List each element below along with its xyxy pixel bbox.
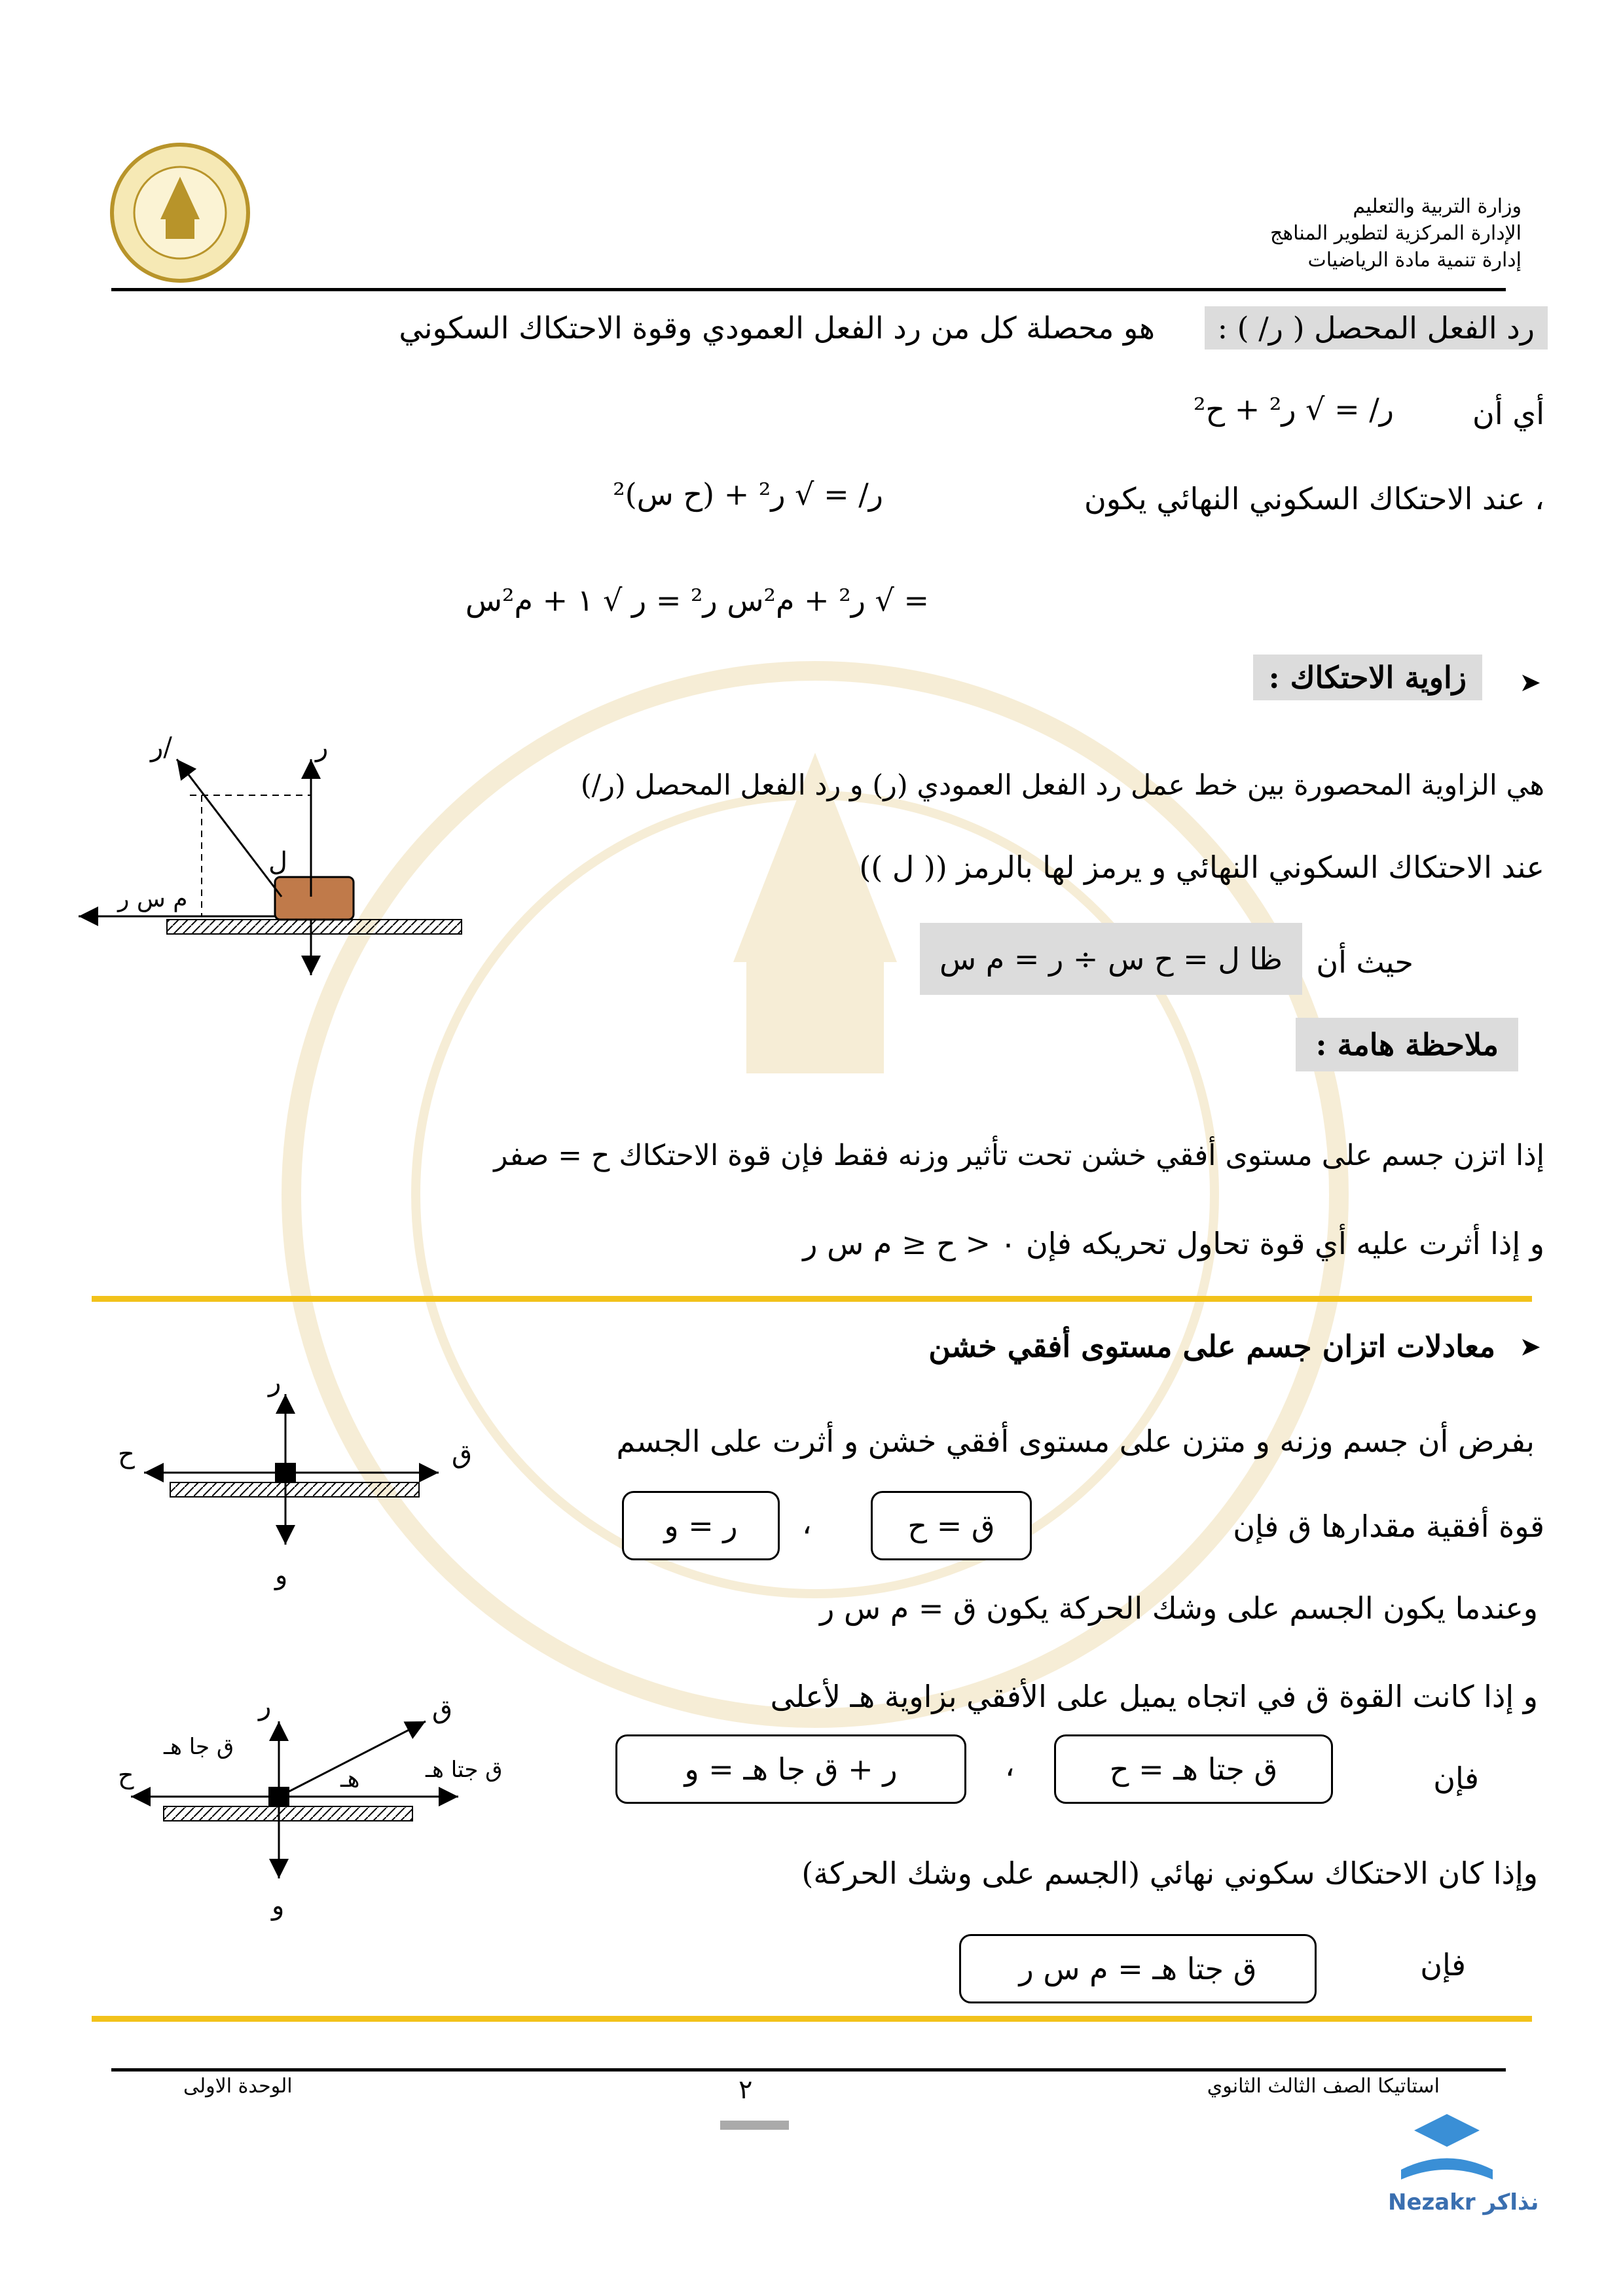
equilibrium-line1: بفرض أن جسم وزنه و متزن على مستوى أفقي خشن و أثرت على الجسم — [616, 1424, 1535, 1459]
equilibrium-line2-lead: قوة أفقية مقدارها ق فإن — [1233, 1509, 1544, 1544]
d1-label-l: ل — [268, 847, 288, 877]
resultant-term: رد الفعل المحصل ( ر/ ) : — [1205, 306, 1548, 350]
d3-label-h: ح — [118, 1761, 134, 1789]
d2-label-r: ر — [268, 1368, 282, 1397]
eq1-lead: أي أن — [1472, 396, 1544, 431]
d3-label-qcos: ق جتا هـ — [426, 1757, 503, 1783]
gold-rule-top — [92, 1296, 1532, 1302]
d3-label-qsin: ق جا هـ — [164, 1734, 234, 1760]
gold-rule-bottom — [92, 2016, 1532, 2022]
footer-rule — [111, 2068, 1506, 2072]
d3-label-q: ق — [432, 1695, 453, 1725]
d1-label-rprime: ر/ — [151, 733, 172, 762]
d1-label-r: ر — [316, 733, 329, 762]
inclined-force-diagram — [111, 1689, 530, 1931]
ministry-logo — [108, 141, 252, 285]
nezakr-brand: Nezakr نذاكر — [1388, 2189, 1539, 2215]
header-ministry: وزارة التربية والتعليم — [1353, 195, 1522, 218]
eq1: ر/ = √ ر² + ح² — [1193, 391, 1394, 427]
box-qcos-equals-h: ق جتا هـ = ح — [1054, 1734, 1333, 1804]
header-department: إدارة تنمية مادة الرياضيات — [1307, 249, 1522, 272]
note-line2: و إذا أثرت عليه أي قوة تحاول تحريكه فإن ٠ < ح ≤ م س ر — [803, 1226, 1544, 1261]
d1-label-f: م س ر — [118, 886, 188, 912]
resultant-definition: هو محصلة كل من رد الفعل العمودي وقوة الاحتكاك السكوني — [399, 310, 1155, 346]
page-number: ٢ — [739, 2075, 753, 2105]
footer-unit: الوحدة الاولى — [183, 2075, 293, 2098]
then-1: فإن — [1433, 1761, 1479, 1796]
angle-line1: هي الزاوية المحصورة بين خط عمل رد الفعل العمودي (ر) و رد الفعل المحصل (ر/) — [580, 769, 1544, 802]
eq3: = √ ر² + م²س ر² = ر √ ١ + م²س — [465, 583, 929, 618]
angle-formula-lead: حيث أن — [1316, 944, 1413, 980]
equilibrium-heading: معادلات اتزان جسم على مستوى أفقي خشن — [928, 1329, 1495, 1364]
heading-arrow-icon: ➤ — [1519, 668, 1541, 698]
note-line1: إذا اتزن جسم على مستوى أفقي خشن تحت تأثير وزنه فقط فإن قوة الاحتكاك ح = صفر — [494, 1139, 1544, 1172]
angle-line2: عند الاحتكاك السكوني النهائي و يرمز لها بالرمز (( ل )) — [859, 850, 1544, 885]
equilibrium-line5: وإذا كان الاحتكاك سكوني نهائي (الجسم على وشك الحركة) — [801, 1856, 1538, 1891]
box-r-plus-qsin-equals-w: ر + ق جا هـ = و — [615, 1734, 966, 1804]
header-rule — [111, 288, 1506, 291]
box-r-equals-w: ر = و — [622, 1491, 780, 1560]
d2-label-q: ق — [452, 1439, 473, 1469]
friction-angle-diagram — [72, 733, 478, 995]
d3-label-r: ر — [259, 1691, 272, 1721]
page-number-bar — [720, 2121, 789, 2130]
box-separator: ، — [802, 1505, 812, 1541]
header-directorate: الإدارة المركزية لتطوير المناهج — [1270, 222, 1522, 245]
d2-label-h: ح — [118, 1439, 135, 1469]
eq2: ر/ = √ ر² + (ح س)² — [613, 476, 883, 512]
d2-label-w: و — [275, 1560, 288, 1590]
nezakr-logo-icon — [1388, 2108, 1506, 2193]
eq2-lead: ، عند الاحتكاك السكوني النهائي يكون — [1084, 481, 1544, 516]
box-qcos-equals-mr: ق جتا هـ = م س ر — [959, 1934, 1317, 2003]
angle-formula: ظا ل = ح س ÷ ر = م س — [920, 923, 1302, 995]
note-heading: ملاحظة هامة : — [1296, 1018, 1518, 1071]
footer-course: استاتيكا الصف الثالث الثانوي — [1207, 2075, 1440, 2098]
d3-label-angle: هـ — [340, 1766, 360, 1793]
heading-arrow-icon: ➤ — [1519, 1332, 1541, 1362]
equilibrium-line4: و إذا كانت القوة ق في اتجاه يميل على الأفقي بزاوية هـ لأعلى — [770, 1679, 1538, 1714]
box-q-equals-h: ق = ح — [871, 1491, 1032, 1560]
equilibrium-line3: وعندما يكون الجسم على وشك الحركة يكون ق = م س ر — [820, 1590, 1538, 1626]
then-2: فإن — [1420, 1947, 1466, 1982]
d3-label-w: و — [272, 1891, 285, 1921]
box-separator: ، — [1005, 1748, 1015, 1783]
horizontal-force-diagram — [111, 1368, 504, 1610]
angle-heading: زاوية الاحتكاك : — [1253, 655, 1482, 700]
